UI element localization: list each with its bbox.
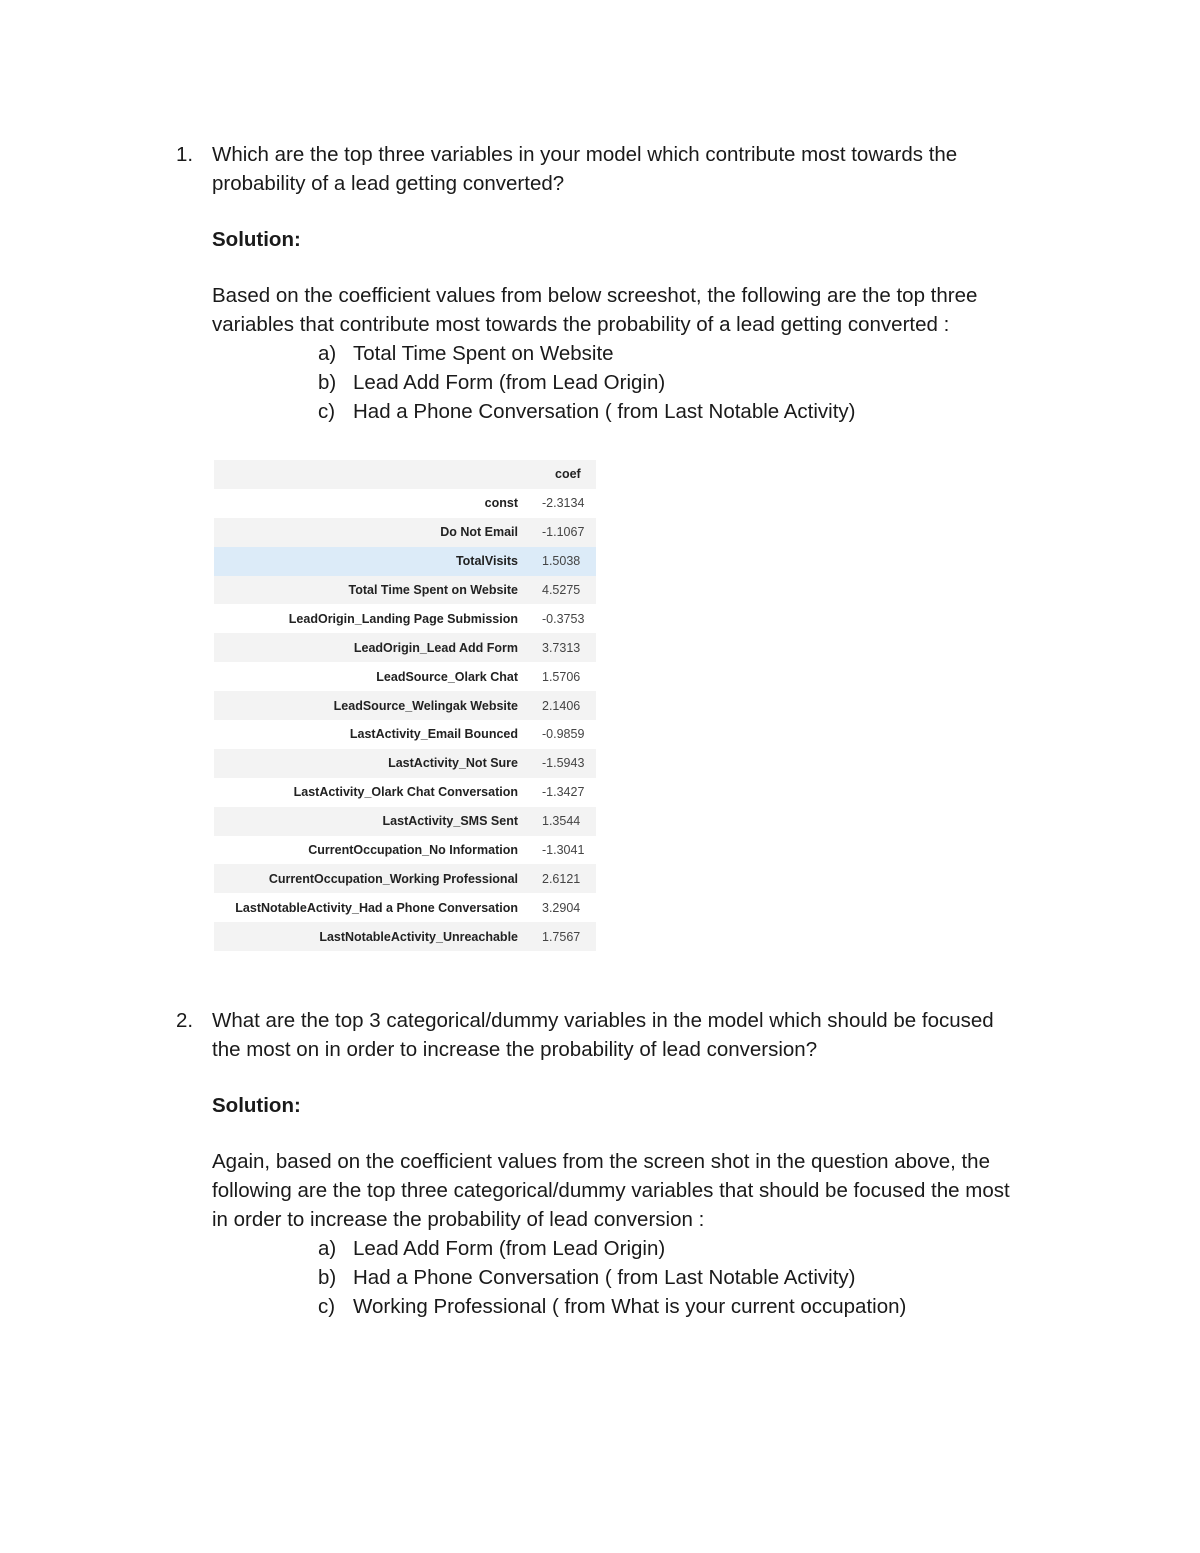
variable-name: LeadSource_Olark Chat — [376, 669, 518, 684]
table-row — [214, 836, 596, 865]
question-text-line: the most on in order to increase the probability of lead conversion? — [212, 1038, 818, 1061]
table-row — [214, 576, 596, 605]
table-row — [214, 518, 596, 547]
list-item — [212, 339, 1076, 368]
list-marker: b) — [318, 1266, 337, 1289]
coef-value: -1.5943 — [542, 756, 585, 771]
table-row — [214, 547, 596, 576]
coef-value: 1.5038 — [542, 554, 581, 569]
list-marker: c) — [318, 1295, 336, 1318]
answer-text-line: variables that contribute most towards the probability of a lead getting converted : — [212, 313, 950, 336]
list-item — [212, 1234, 1076, 1263]
answer-list — [212, 339, 1076, 426]
table-row — [214, 749, 596, 778]
question-1 — [176, 140, 1076, 426]
variable-name: Do Not Email — [440, 525, 518, 540]
variable-name: LastActivity_Not Sure — [388, 756, 518, 771]
list-item-text: Had a Phone Conversation ( from Last Notable Activity) — [353, 1266, 856, 1289]
list-item — [212, 368, 1076, 397]
list-item-text: Had a Phone Conversation ( from Last Notable Activity) — [353, 400, 856, 423]
coef-value: -1.3427 — [542, 785, 585, 800]
coef-value: 3.7313 — [542, 640, 581, 655]
solution-label: Solution: — [212, 1094, 301, 1117]
variable-name: Total Time Spent on Website — [348, 583, 518, 597]
list-marker: a) — [318, 342, 337, 365]
question-number: 1. — [176, 143, 194, 166]
answer-text-line: Based on the coefficient values from below screeshot, the following are the top three — [212, 284, 978, 307]
question-text-line: What are the top 3 categorical/dummy variables in the model which should be focused — [212, 1009, 994, 1032]
solution-label: Solution: — [212, 228, 301, 251]
answer-text-line: following are the top three categorical/dummy variables that should be focused the most — [212, 1179, 1010, 1202]
variable-name: LeadOrigin_Landing Page Submission — [288, 611, 518, 626]
table-row — [214, 922, 596, 951]
table-row — [214, 864, 596, 893]
table-row — [214, 489, 596, 518]
list-item-text: Lead Add Form (from Lead Origin) — [353, 1237, 666, 1260]
table-row — [214, 662, 596, 691]
variable-name: LeadOrigin_Lead Add Form — [353, 640, 518, 655]
coef-value: -0.9859 — [542, 727, 585, 742]
table-row — [214, 893, 596, 922]
table-row — [214, 720, 596, 749]
question-2 — [176, 1006, 1076, 1321]
list-item-text: Lead Add Form (from Lead Origin) — [353, 371, 666, 394]
coef-value: -0.3753 — [542, 611, 585, 626]
list-item-text: Total Time Spent on Website — [353, 342, 614, 365]
variable-name: LastActivity_SMS Sent — [382, 814, 518, 829]
table-header-row — [214, 460, 596, 489]
coef-value: 1.7567 — [542, 929, 581, 944]
answer-text-line: Again, based on the coefficient values from the screen shot in the question above, the — [212, 1150, 990, 1173]
coefficient-table — [214, 460, 596, 951]
answer-list — [212, 1234, 1076, 1321]
list-marker: a) — [318, 1237, 337, 1260]
table-row — [214, 778, 596, 807]
variable-name: const — [484, 496, 518, 511]
table-row — [214, 691, 596, 720]
question-text-line: Which are the top three variables in your model which contribute most towards the — [212, 143, 958, 166]
table-header-empty — [214, 460, 528, 489]
table-row — [214, 604, 596, 633]
coef-value: 2.1406 — [542, 698, 581, 713]
variable-name: LeadSource_Welingak Website — [333, 698, 518, 713]
coef-value: 1.5706 — [542, 669, 581, 684]
variable-name: LastNotableActivity_Had a Phone Conversation — [235, 900, 518, 915]
answer-text-line: in order to increase the probability of lead conversion : — [212, 1208, 705, 1231]
variable-name: LastNotableActivity_Unreachable — [319, 929, 518, 944]
variable-name: CurrentOccupation_Working Professional — [268, 871, 518, 886]
list-item — [212, 397, 1076, 426]
table-row — [214, 807, 596, 836]
coef-value: 3.2904 — [542, 900, 581, 915]
table-row — [214, 633, 596, 662]
list-item — [212, 1263, 1076, 1292]
list-marker: b) — [318, 371, 337, 394]
coef-value: 2.6121 — [542, 871, 581, 886]
list-item-text: Working Professional ( from What is your current occupation) — [353, 1295, 907, 1318]
coef-value: 4.5275 — [542, 583, 581, 597]
question-number: 2. — [176, 1009, 194, 1032]
question-text-line: probability of a lead getting converted? — [212, 172, 565, 195]
list-marker: c) — [318, 400, 336, 423]
coef-value: -1.3041 — [542, 843, 585, 858]
variable-name: CurrentOccupation_No Information — [308, 843, 518, 858]
coef-value: -2.3134 — [542, 496, 585, 511]
variable-name: LastActivity_Olark Chat Conversation — [293, 785, 518, 800]
coef-value: 1.3544 — [542, 814, 581, 829]
table-header-coef: coef — [555, 467, 581, 482]
variable-name: LastActivity_Email Bounced — [349, 727, 518, 742]
list-item — [212, 1292, 1076, 1321]
variable-name: TotalVisits — [455, 554, 518, 569]
coef-value: -1.1067 — [542, 525, 585, 540]
